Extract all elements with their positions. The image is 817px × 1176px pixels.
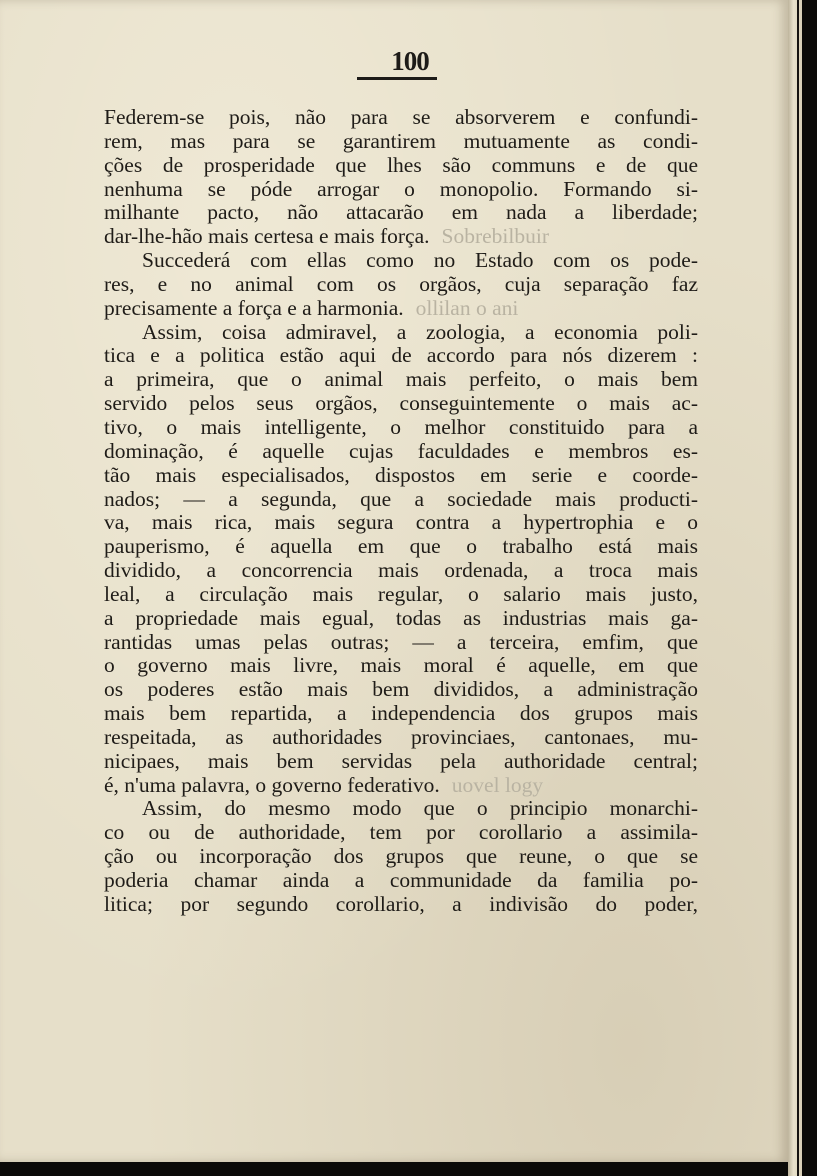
text-line — [104, 273, 698, 297]
text-line-content: os poderes estão mais bem divididos, a administração — [104, 677, 698, 702]
text-line — [104, 631, 698, 655]
text-line-content: tão mais especialisados, dispostos em serie e coorde- — [104, 462, 698, 487]
text-line-content: poderia chamar ainda a communidade da familia po- — [104, 868, 698, 892]
text-line — [104, 869, 698, 893]
show-through-text: ollilan o ani — [415, 295, 519, 320]
text-line — [104, 297, 698, 321]
binding-shadow-line — [797, 0, 799, 1176]
text-line-content: leal, a circulação mais regular, o salario mais justo, — [104, 581, 698, 606]
text-line — [104, 392, 698, 416]
text-line — [104, 535, 698, 559]
text-line-content: precisamente a força e a harmonia. — [104, 295, 404, 320]
text-line — [104, 654, 698, 678]
text-line — [104, 797, 698, 821]
text-line-content: nenhuma se póde arrogar o monopolio. Formando si- — [104, 176, 698, 201]
text-line — [104, 106, 698, 130]
text-line-content: milhante pacto, não attacarão em nada a liberdade; — [104, 200, 698, 225]
text-line — [104, 750, 698, 774]
text-line-content: ção ou incorporação dos grupos que reune, o que se — [104, 844, 698, 869]
text-line — [104, 225, 698, 249]
text-line — [104, 130, 698, 154]
text-line-content: respeitada, as authoridades provinciaes, cantonaes, mu- — [104, 724, 698, 749]
show-through-text: uovel logy — [451, 772, 544, 797]
text-line — [104, 774, 698, 798]
text-line-content: Succederá com ellas como no Estado com os pode- — [142, 248, 698, 273]
text-line-content: é, n'uma palavra, o governo federativo. — [104, 772, 440, 797]
text-line-content: tica e a politica estão aqui de accordo para nós dizerem : — [104, 343, 698, 368]
text-line — [104, 607, 698, 631]
text-line-content: Assim, coisa admiravel, a zoologia, a economia poli- — [142, 319, 698, 344]
text-line-content: mais bem repartida, a independencia dos grupos mais — [104, 701, 698, 726]
text-line — [104, 678, 698, 702]
text-line — [104, 559, 698, 583]
body-text — [104, 106, 698, 917]
text-line-content: Assim, do mesmo modo que o principio monarchi- — [142, 796, 698, 821]
next-page-edge — [788, 0, 802, 1176]
text-line — [104, 821, 698, 845]
text-line — [104, 201, 698, 225]
text-line-content: nados; — a segunda, que a sociedade mais producti- — [104, 486, 698, 511]
text-line-content: servido pelos seus orgãos, conseguintemente o mais ac- — [104, 391, 698, 416]
text-line — [104, 583, 698, 607]
text-line-content: dar-lhe-hão mais certesa e mais força. — [104, 224, 430, 249]
text-line-content: res, e no animal com os orgãos, cuja separação faz — [104, 271, 698, 296]
page-number: 100 — [391, 46, 429, 76]
text-line-content: rantidas umas pelas outras; — a terceira, emfim, que — [104, 629, 698, 654]
header-rule — [357, 77, 437, 80]
text-line-content: a propriedade mais egual, todas as industrias mais ga- — [104, 605, 698, 630]
text-line-content: tivo, o mais intelligente, o melhor constituido para a — [104, 414, 698, 439]
text-line-content: pauperismo, é aquella em que o trabalho está mais — [104, 534, 698, 559]
text-line — [104, 344, 698, 368]
text-line-content: dominação, é aquelle cujas faculdades e membros es- — [104, 438, 698, 463]
text-line-content: nicipaes, mais bem servidas pela authoridade central; — [104, 748, 698, 773]
text-line — [104, 154, 698, 178]
text-line — [104, 249, 698, 273]
text-line-content: va, mais rica, mais segura contra a hypertrophia e o — [104, 510, 698, 535]
text-line — [104, 368, 698, 392]
show-through-text: Sobrebilbuir — [441, 224, 549, 249]
text-line — [104, 178, 698, 202]
text-line — [104, 416, 698, 440]
text-line — [104, 845, 698, 869]
text-line — [104, 440, 698, 464]
text-line — [104, 321, 698, 345]
text-line-content: Federem-se pois, não para se absorverem e confundi- — [104, 105, 698, 129]
text-line-content: dividido, a concorrencia mais ordenada, a troca mais — [104, 558, 698, 583]
text-line — [104, 511, 698, 535]
text-line — [104, 726, 698, 750]
text-line-content: a primeira, que o animal mais perfeito, o mais bem — [104, 367, 698, 392]
text-line-content: rem, mas para se garantirem mutuamente as condi- — [104, 128, 698, 153]
text-line-content: litica; por segundo corollario, a indivisão do poder, — [104, 891, 698, 916]
text-line-content: ções de prosperidade que lhes são communs e de que — [104, 152, 698, 177]
text-line — [104, 893, 698, 917]
text-line — [104, 464, 698, 488]
text-line-content: o governo mais livre, mais moral é aquelle, em que — [104, 653, 698, 678]
text-line — [104, 702, 698, 726]
text-line-content: co ou de authoridade, tem por corollario a assimila- — [104, 820, 698, 845]
text-line — [104, 488, 698, 512]
